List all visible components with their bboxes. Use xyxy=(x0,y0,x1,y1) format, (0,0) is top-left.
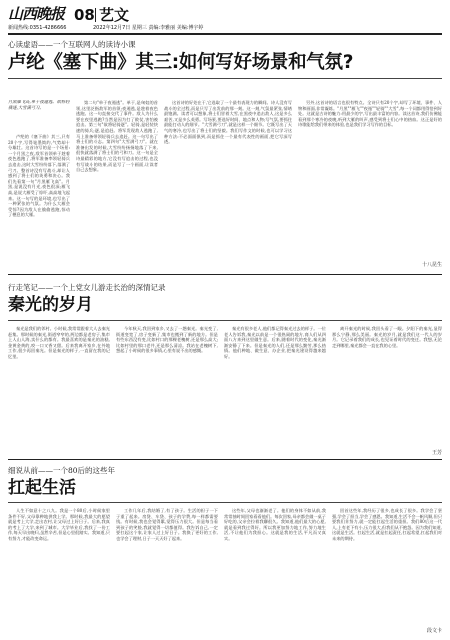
article3-column-3 xyxy=(224,508,326,632)
page-number: 08 xyxy=(74,6,95,24)
article2-rule xyxy=(8,320,442,321)
article2-paragraph: 秦光有很多老人,他们都记得秦光过去的样子。一位老人告诉我,秦光以前是一个很热闹的地方,商人们从四面八方来到这里做生意。后来,随着时代的变化,秦光渐渐安静了下来。但是秦光的人们,还是那么勤劳,那么热情。他们种地、做生意、办企业,把秦光建设得越来越好。 xyxy=(224,326,326,359)
article1-headline[interactable]: 卢纶《塞下曲》其三:如何写好场景和气氛? xyxy=(8,52,354,73)
article2-paragraph: 秦光是我们的邻村。小时候,我常常跟着大人去秦光赶集。那时候的秦光,街道窄窄的,两边都是老房子,集市上人山人海,卖什么的都有。我最喜欢的是秦光的油糕,金黄金黄的,咬一口又香又甜。后来我离开家乡,在外地工作,很少再回秦光。但是秦光的样子,一直留在我的记忆里。 xyxy=(8,326,110,359)
article2-paragraph: 今年秋天,我回到家乡,又去了一趟秦光。秦光变了,街道变宽了,房子变新了,集市也搬到了新的地方。但是有些东西没有变,比如村口的那棵老槐树,还是那么高大;比如村里的那口老井,还是那么清凉。我站在老槐树下,想起了小时候的很多事情,心里有说不出的感慨。 xyxy=(116,326,218,354)
article2-paragraph: 离开秦光的时候,我回头看了一眼。夕阳下的秦光,显得那么宁静,那么美丽。秦光的岁月,就是我们这一代人的岁月。它记录着我们的成长,也见证着时代的变迁。我想,无论走到哪里,秦光都会一直在我的心里。 xyxy=(332,326,442,348)
article3-paragraph: 这些年,父母也渐渐老了。他们的身体不如从前,我常常抽时间回家看看他们。每次回家,母亲都会做一桌子好吃的,父亲会拉着我聊很久。我知道,他们最大的心愿,就是看到我过得好。所以我更加努力地工作,努力地生活,不让他们为我担心。这就是我的生活,平凡而又真实。 xyxy=(224,508,326,541)
article1-column-1 xyxy=(8,134,70,268)
article1-lead xyxy=(8,100,70,132)
section-rule-1 xyxy=(8,274,442,275)
article2-column-1 xyxy=(8,326,110,456)
article1-paragraph: 第二句"单于夜遁逃"。单于,是匈奴的首领,这里泛指敌军的首领;夜遁逃,是趁着夜色逃跑。这一句直接交代了事件。敌人为什么要在夜里逃跑?当然是因为打了败仗,害怕被追击。第三句"欲将轻骑逐"。轻骑,是轻装快速的骑兵;逐,是追赶。将军发现敌人逃跑了,马上准备带领轻骑兵去追赶。这一句写出了将士们的斗志。第四句"大雪满弓刀"。就在准备出发的时候,大雪纷纷扬扬地落了下来,很快就落满了将士们的弓和刀。这一句是全诗最精彩的地方,它没有写追击的过程,也没有写战斗的结果,而是写了一个画面,让读者自己去想象。 xyxy=(76,100,158,173)
article2-column-2 xyxy=(116,326,218,456)
article3-column-4 xyxy=(332,508,442,624)
article3-paragraph: 人生不如意十之八九。我是一个80后,小时候家里条件不好,父母靠种地供我上学。那时候,我最大的愿望就是考上大学,走出农村,让父母过上好日子。后来,我真的考上了大学,来到了城市。大学毕业后,我找了一份工作,每天早出晚归,虽然辛苦,但是心里很踏实。我知道,只有努力,才能改变命运。 xyxy=(8,508,110,541)
article3-kicker: 细说从前——一个80后的这些年 xyxy=(8,466,116,475)
article1-paragraph: 这首诗的好处在于,它选取了一个最有表现力的瞬间。诗人没有写战斗的全过程,而是只写了出发前的那一刻。这一刻,气氛最紧张,情绪最饱满。读者可以想象,将士们冒着大雪,在黑夜中追击敌人,这是多么艰苦,又是多么英勇。写场景,要选好时间、地点和人物;写气氛,要抓住最能打动人的细节。"大雪满弓刀",就是这样一个细节。它既写出了天气的寒冷,也写出了将士们的坚毅。我们写作文的时候,也可以学习这种方法:不必面面俱到,而是抓住一个最有代表性的画面,把它写深写透。 xyxy=(164,100,292,145)
article1-lead-text: 月黑雁飞高,单于夜遁逃。欲将轻骑逐,大雪满弓刀。 xyxy=(8,100,70,111)
section-rule-2 xyxy=(8,459,442,460)
article3-paragraph: 工作几年后,我结婚了,有了孩子。生活的担子一下子重了起来。房贷、车贷、孩子的学费,每一样都需要钱。有时候,我也会觉得累,觉得压力很大。但是每当看到孩子的笑脸,我就觉得一切都值得。我告诉自己,一定要扛起这个家,让家人过上好日子。我换了更好的工作,也学会了理财,日子一天天好了起来。 xyxy=(116,508,218,541)
article2-kicker: 行走笔记——一个上党女儿游走长治的深情记录 xyxy=(8,283,166,292)
article2-byline: 王芳 xyxy=(431,450,442,456)
article3-column-2 xyxy=(116,508,218,632)
article3-column-1 xyxy=(8,508,110,632)
article1-byline: 十八昆生 xyxy=(421,262,442,268)
masthead-divider xyxy=(95,8,96,22)
newspaper-logo: 山西晚报 xyxy=(8,5,65,23)
masthead xyxy=(8,4,442,32)
article1-paragraph: 另外,这首诗的语言也很有特点。全诗只有20个字,却写了环境、事件、人物和画面,非常凝练。"月黑""雁飞""夜遁""轻骑""大雪",每一个词都用得恰到好处。这就是古诗的魅力:用最少的字,写出最丰富的内容。读这首诗,我们仿佛能看到那个寒冷的夜晚,听到大雁的叫声,感受到将士们心中的热血。这正是好的诗歌能给我们带来的体验,也是我们学习写作的目标。 xyxy=(298,100,442,128)
article1-rule xyxy=(8,78,442,79)
article1-kicker: 心读虚语——一个互联网人的读诗小课 xyxy=(8,40,136,49)
article2-column-4 xyxy=(332,326,442,448)
article3-paragraph: 回首这些年,我经历了很多,也成长了很多。我学会了坚强,学会了担当,学会了感恩。我知道,生活不会一帆风顺,但只要我们肯努力,就一定能扛起生活的重担。我们80后这一代人,上有老下有小,压力很大,但我们从不抱怨。因为我们知道,这就是生活。扛起生活,就是扛起责任,扛起希望,扛起我们对未来的期待。 xyxy=(332,508,442,541)
article1-paragraph: 卢纶的《塞下曲》其三,只有20个字,写得笔墨简约,气势却十分雄壮。这首诗写的是一个场景:一个月黑之夜,敌军首领单于趁着夜色逃跑了,将军准备率领轻骑兵去追击,这时大雪纷纷落下,落满了弓刀。整首诗没有写战斗,却让人感到了将士们的英勇和决心。我们先看第一句"月黑雁飞高"。月黑,是说没有月光,夜色很深;雁飞高,是说大雁受了惊吓,高高地飞起来。这一句写的是环境,也写出了一种紧张的气氛。为什么大雁会受惊?因为敌人在偷偷逃跑,惊动了栖息的大雁。 xyxy=(8,134,70,218)
publication-info: 2022年12月7日 星期三 责编:李雅丽 美编:傅宇婷 xyxy=(93,25,204,31)
section-title: 艺文 xyxy=(99,6,130,24)
article3-headline[interactable]: 扛起生活 xyxy=(8,478,76,498)
news-hotline: 新闻热线:0351-4286666 xyxy=(8,25,67,31)
article3-rule xyxy=(8,502,442,503)
article1-column-2 xyxy=(76,100,158,268)
article1-column-4 xyxy=(298,100,442,260)
article2-column-3 xyxy=(224,326,326,456)
masthead-rule xyxy=(8,33,442,35)
article1-column-3 xyxy=(164,100,292,268)
article2-headline[interactable]: 秦光的岁月 xyxy=(8,295,93,315)
article3-byline: 段文卡 xyxy=(426,628,442,634)
